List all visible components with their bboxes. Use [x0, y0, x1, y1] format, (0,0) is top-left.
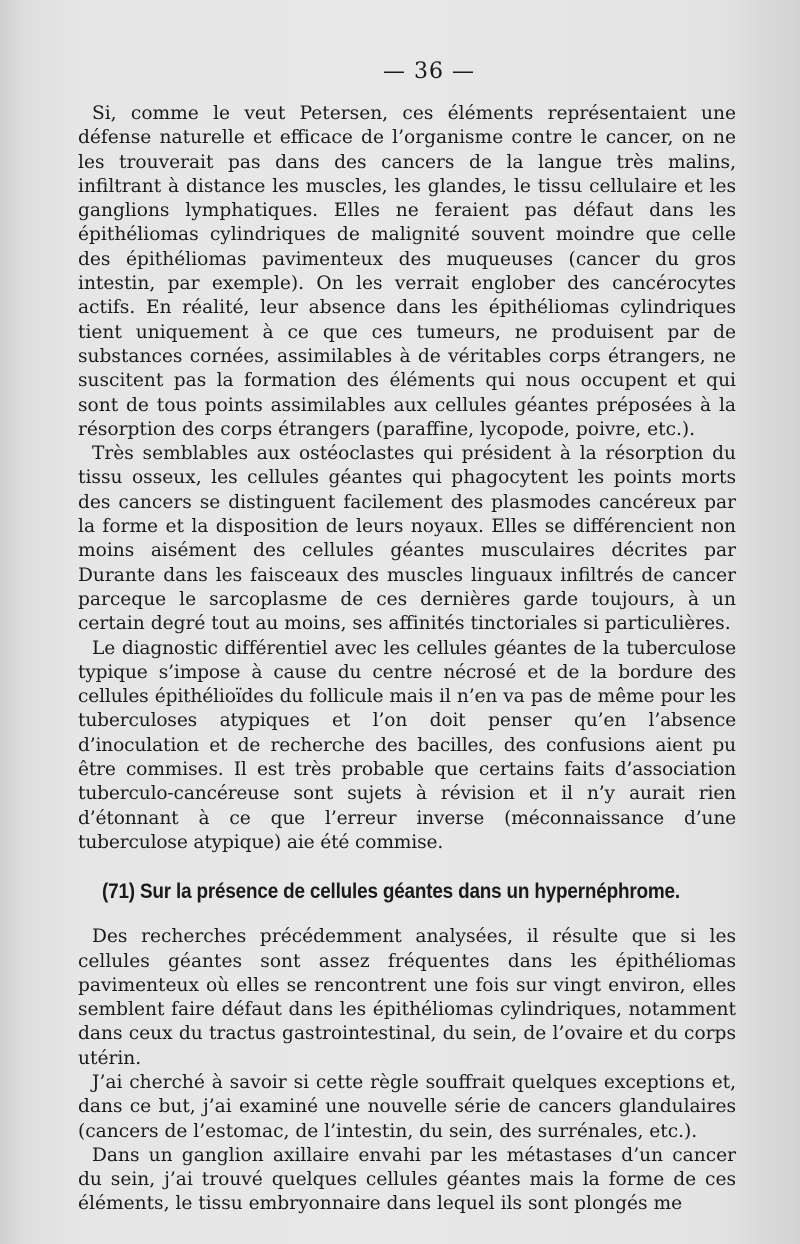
paragraph-petersen: Si, comme le veut Petersen, ces éléments représentaient une défense naturelle et efficace de l’organisme contre le cancer, on ne les trouverait pas dans des cancers de la langue très malins, infiltrant à distance les muscles, les glandes, le tissu cellulaire et les ganglions lymphatiques. Elles ne feraient pas défaut dans les épithéliomas cylindriques de malignité souvent moindre que celle des épithéliomas pavimenteux des muqueuses (cancer du gros intestin, par exemple). On les verrait englober des cancérocytes actifs. En réalité, leur absence dans les épithéliomas cylindriques tient uniquement à ce que ces tumeurs, ne produisent par de substances cornées, assimilables à de véritables corps étrangers, ne suscitent pas la formation des éléments qui nous occupent et qui sont de tous points assimilables aux cellules géantes préposées à la résorption des corps étrangers (paraffine, lycopode, poivre, etc.). — [78, 103, 736, 440]
section-heading: (71) Sur la présence de cellules géantes dans un hypernéphrome. — [102, 880, 680, 904]
paragraph-diagnostic: Le diagnostic différentiel avec les cellules géantes de la tuberculose typique s’impose à cause du centre nécrosé et de la bordure des cellules épithélioïdes du follicule mais il n’en va pas de même pour les tuberculoses atypiques et l’on doit penser qu’en l’absence d’inoculation et de recherche des bacilles, des confusions aient pu être commises. Il est très probable que certains faits d’association tuberculo-cancéreuse sont sujets à révision et il n’y aurait rien d’étonnant à ce que l’erreur inverse (méconnaissance d’une tuberculose atypique) aie été commise. — [78, 637, 736, 853]
paragraph-recherches: Des recherches précédemment analysées, il résulte que si les cellules géantes sont assez fréquentes dans les épithéliomas pavimenteux où elles se rencontrent une fois sur vingt environ, elles semblent faire défaut dans les épithéliomas cylindriques, notamment dans ceux du tractus gastrointestinal, du sein, de l’ovaire et du corps utérin. — [78, 926, 736, 1069]
page-number: — 36 — — [383, 59, 475, 84]
paragraph-exceptions: J’ai cherché à savoir si cette règle souffrait quelques exceptions et, dans ce but, j’ai examiné une nouvelle série de cancers glandulaires (cancers de l’estomac, de l’intestin, du sein, des surrénales, etc.). — [78, 1071, 736, 1142]
paragraph-osteoclastes: Très semblables aux ostéoclastes qui président à la résorption du tissu osseux, les cellules géantes qui phagocytent les points morts des cancers se distinguent facilement des plasmodes cancéreux par la forme et la disposition de leurs noyaux. Elles se différencient non moins aisément des cellules géantes musculaires décrites par Durante dans les faisceaux des muscles linguaux infiltrés de cancer parceque le sarcoplasme de ces dernières garde toujours, à un certain degré tout au moins, ses affinités tinctoriales si particulières. — [78, 443, 736, 635]
paragraph-ganglion: Dans un ganglion axillaire envahi par les métastases d’un cancer du sein, j’ai trouvé quelques cellules géantes mais la forme de ces éléments, le tissu embryonnaire dans lequel ils sont plongés me — [78, 1144, 736, 1215]
